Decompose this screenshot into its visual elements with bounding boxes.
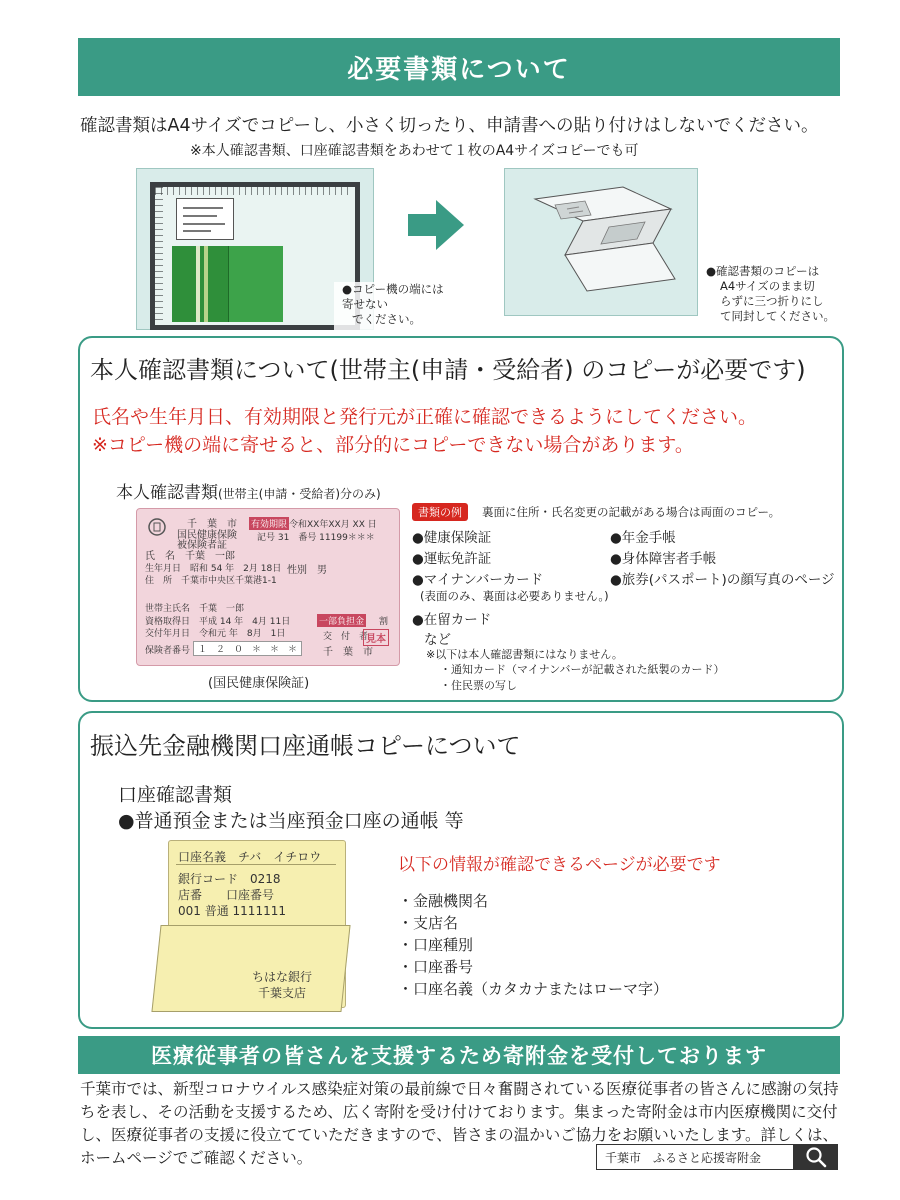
- bank-name: ちはな銀行: [252, 970, 313, 984]
- bank-doc-subheading: ●普通預金または当座預金口座の通帳 等: [118, 810, 464, 832]
- branch-name: 千葉支店: [258, 986, 307, 1000]
- fold-note: ●確認書類のコピーは A4サイズのまま切 らずに三つ折りにし て同封してください。: [706, 264, 835, 323]
- intro-text: 確認書類はA4サイズでコピーし、小さく切ったり、申請書への貼り付けはしないでください。: [80, 116, 819, 136]
- identity-warning: 氏名や生年月日、有効期限と発行元が正確に確認できるようにしてください。: [92, 406, 758, 428]
- copier-ruler: [155, 187, 350, 195]
- identity-doc-heading: 本人確認書類(世帯主(申請・受給者)分のみ): [116, 483, 381, 503]
- bank-section-title: 振込先金融機関口座通帳コピーについて: [90, 732, 521, 760]
- list-item: ・口座番号: [398, 958, 474, 976]
- copier-note: ●コピー機の端には寄せない でください。: [342, 282, 444, 326]
- account-name: 口座名義 チバ イチロウ: [178, 850, 322, 864]
- city-emblem-icon: [147, 517, 167, 537]
- list-item: ●旅券(パスポート)の顔写真のページ: [610, 572, 835, 588]
- insurance-card-caption: (国民健康保険証): [208, 676, 310, 691]
- search-input[interactable]: 千葉市 ふるさと応援寄附金: [596, 1144, 794, 1170]
- tri-fold-icon: [505, 169, 697, 315]
- right-arrow-icon: [436, 200, 464, 250]
- not-id-note: ※以下は本人確認書類にはなりません。: [426, 648, 623, 661]
- copier-ruler: [155, 187, 163, 320]
- examples-badge: 書類の例: [412, 503, 468, 521]
- bank-doc-heading: 口座確認書類: [118, 784, 233, 806]
- account-row: 001 普通 1111111: [178, 904, 286, 918]
- list-item: ●年金手帳: [610, 530, 676, 546]
- bank-warning: 以下の情報が確認できるページが必要です: [398, 855, 721, 875]
- examples-note: 裏面に住所・氏名変更の記載がある場合は両面のコピー。: [482, 505, 781, 519]
- list-item: ・金融機関名: [398, 892, 489, 910]
- etc-label: など: [424, 632, 451, 648]
- list-item: ・支店名: [398, 914, 459, 932]
- list-item: ●運転免許証: [412, 551, 492, 567]
- bankbook-fold: [151, 925, 350, 1012]
- list-item: ●身体障害者手帳: [610, 551, 717, 567]
- id-card-icon: [176, 198, 234, 240]
- identity-warning: ※コピー機の端に寄せると、部分的にコピーできない場合があります。: [92, 434, 694, 456]
- page-title: 必要書類について: [78, 38, 840, 96]
- identity-section-title: 本人確認書類について(世帯主(申請・受給者) のコピーが必要です): [90, 356, 806, 384]
- bank-code: 銀行コード 0218: [178, 872, 281, 886]
- right-arrow-icon: [408, 214, 438, 236]
- not-id-item: ・住民票の写し: [440, 679, 517, 692]
- intro-note: ※本人確認書類、口座確認書類をあわせて１枚のA4サイズコピーでも可: [190, 143, 639, 159]
- list-item: ●健康保険証: [412, 530, 492, 546]
- donation-text: 千葉市では、新型コロナウイルス感染症対策の最前線で日々奮闘されている医療従事者の皆さんに感謝の気持ちを表し、その活動を支援するため、広く寄附を受け付けております。集まった寄附金は市内医療機関に交付し、医療従事者の支援に役立てていただきますので、皆さまの温かいご協力をお願いいたします。詳しくは、ホームページでご確認ください。: [80, 1080, 839, 1167]
- list-item: ●マイナンバーカード: [412, 572, 544, 588]
- search-icon: [805, 1146, 827, 1168]
- donation-banner: 医療従事者の皆さんを支援するため寄附金を受付しております: [78, 1036, 840, 1074]
- list-item: ●在留カード: [412, 612, 492, 628]
- list-item: ・口座名義（カタカナまたはローマ字）: [398, 980, 669, 998]
- list-item: ・口座種別: [398, 936, 474, 954]
- search-button[interactable]: [794, 1144, 838, 1170]
- insurance-card-sample: 千 葉 市 国民健康保険 被保険者証 有効期限 令和XX年XX月 XX 日 記号 31 番号 11199＊＊＊ 氏 名 千葉 一郎 生年月日 昭和 54 年 2月 18日 性別 男 住 所 千葉市中央区千葉港1-1 世帯主氏名 千葉 一郎 資格取得日 平成 14 年 4月 11日 交付年月日 令和元 年 8月 1日 一部負担金 割 交 付 者 見本 千 葉 市 保険者番号 １ ２ ０ ＊ ＊ ＊: [136, 508, 400, 666]
- not-id-item: ・通知カード（マイナンバーが記載された紙製のカード）: [440, 663, 725, 676]
- mynumber-note: (表面のみ、裏面は必要ありません。): [420, 589, 609, 603]
- sample-stamp: 見本: [363, 629, 389, 646]
- branch-label: 店番 口座番号: [178, 888, 275, 902]
- folded-copy-illustration: [504, 168, 698, 316]
- bankbook-icon: [172, 246, 282, 322]
